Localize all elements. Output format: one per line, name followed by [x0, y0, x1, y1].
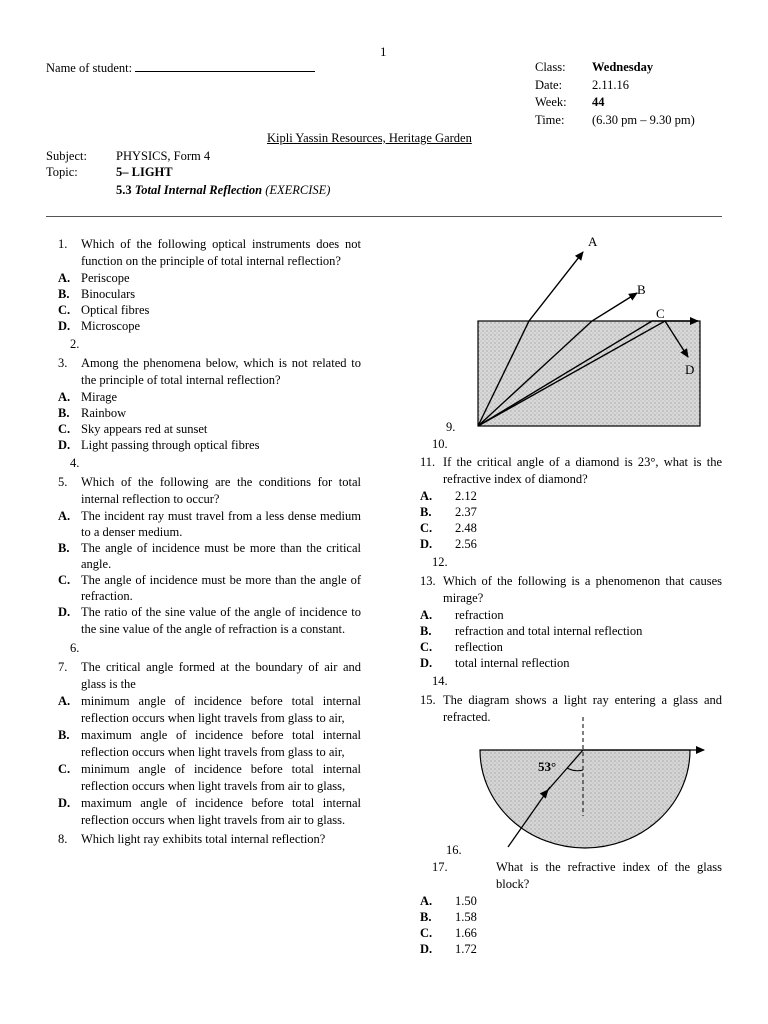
- question-3: [46, 355, 361, 389]
- glass-block: [478, 321, 700, 426]
- header-divider: [46, 216, 722, 217]
- option: [46, 318, 361, 334]
- question-text: Which of the following are the conditions for total internal reflection to occur?: [81, 475, 361, 506]
- option-letter: B.: [58, 541, 70, 555]
- class-value: Wednesday: [592, 60, 654, 74]
- question-17-block: [420, 859, 722, 957]
- option: [46, 604, 361, 638]
- question-number: 15.: [420, 693, 436, 707]
- option-letter: A.: [58, 390, 71, 404]
- date-label: Date:: [535, 78, 563, 92]
- label-a: A: [588, 234, 598, 249]
- question-number: 11.: [420, 455, 436, 469]
- option-letter: D.: [58, 319, 71, 333]
- option-letter: B.: [58, 406, 70, 420]
- label-c: C: [656, 306, 665, 321]
- option-text: The incident ray must travel from a less dense medium to a denser medium.: [81, 509, 361, 539]
- option-text: The ratio of the sine value of the angle of incidence to the sine value of the angle of refraction is a constant.: [81, 605, 361, 636]
- option-text: total internal reflection: [455, 656, 570, 670]
- option-letter: B.: [420, 505, 432, 519]
- question-7: [46, 659, 361, 693]
- option-letter: C.: [58, 762, 71, 776]
- label-b: B: [637, 282, 646, 297]
- option-letter: A.: [58, 694, 71, 708]
- option-text: reflection: [455, 640, 503, 654]
- topic-label: Topic:: [46, 165, 78, 179]
- option: [420, 909, 722, 925]
- option-letter: B.: [58, 287, 70, 301]
- option-letter: B.: [58, 728, 70, 742]
- time-label: Time:: [535, 113, 565, 127]
- option-text: refraction: [455, 608, 504, 622]
- question-number: 8.: [58, 832, 68, 846]
- option: [46, 693, 361, 727]
- option-letter: C.: [420, 926, 433, 940]
- question-number-blank: 4.: [70, 456, 80, 470]
- question-number-blank: 10.: [432, 437, 448, 451]
- option-letter: A.: [420, 894, 433, 908]
- option-letter: B.: [420, 624, 432, 638]
- question-text: What is the refractive index of the glass block?: [496, 860, 722, 891]
- option-text: 2.12: [455, 489, 477, 503]
- option-text: Microscope: [81, 319, 141, 333]
- option-text: refraction and total internal reflection: [455, 624, 643, 638]
- option-letter: C.: [58, 573, 71, 587]
- option: [46, 540, 361, 572]
- question-number-blank: 2.: [70, 337, 80, 351]
- option-text: The angle of incidence must be more than the critical angle.: [81, 541, 361, 571]
- right-column: [420, 454, 722, 726]
- option: [420, 488, 722, 504]
- question-number-blank: 12.: [432, 555, 448, 569]
- subtopic-title: Total Internal Reflection: [134, 183, 263, 197]
- week-label: Week:: [535, 95, 567, 109]
- option-letter: D.: [58, 605, 71, 619]
- option-text: Periscope: [81, 271, 130, 285]
- option-text: Optical fibres: [81, 303, 150, 317]
- question-number: 5.: [58, 475, 68, 489]
- option: [46, 389, 361, 405]
- page-number: 1: [380, 44, 387, 59]
- option: [420, 925, 722, 941]
- question-text: If the critical angle of a diamond is 23°, what is the refractive index of diamond?: [443, 455, 722, 486]
- question-text: The critical angle formed at the boundary of air and glass is the: [81, 660, 361, 691]
- question-11: [420, 454, 722, 488]
- option: [46, 761, 361, 795]
- option-letter: D.: [420, 942, 433, 956]
- option-text: Binoculars: [81, 287, 136, 301]
- question-8: [46, 831, 361, 848]
- option-letter: C.: [420, 521, 433, 535]
- question-number-blank: 6.: [70, 641, 80, 655]
- option: [46, 405, 361, 421]
- option-text: minimum angle of incidence before total internal reflection occurs when light travels from glass to air,: [81, 694, 361, 725]
- option-text: 1.72: [455, 942, 477, 956]
- left-column: [46, 236, 361, 848]
- option-letter: D.: [420, 537, 433, 551]
- option: [46, 270, 361, 286]
- option: [46, 302, 361, 318]
- subtopic-number: 5.3: [116, 183, 132, 197]
- option-text: Mirage: [81, 390, 118, 404]
- question-number: 7.: [58, 660, 68, 674]
- option: [46, 508, 361, 540]
- question-5: [46, 474, 361, 508]
- option-letter: D.: [58, 796, 71, 810]
- student-name-field: [46, 60, 315, 76]
- question-17: [420, 859, 722, 893]
- student-name-line: [135, 60, 315, 72]
- question-number-blank: 16.: [446, 843, 462, 857]
- option: [46, 421, 361, 437]
- option: [420, 941, 722, 957]
- option-letter: A.: [420, 608, 433, 622]
- question-number: 3.: [58, 356, 68, 370]
- student-label: Name of student:: [46, 61, 133, 75]
- option-text: Light passing through optical fibres: [81, 438, 260, 452]
- option-text: Sky appears red at sunset: [81, 422, 208, 436]
- semicircle-glass-diagram: [470, 712, 715, 852]
- organization: Kipli Yassin Resources, Heritage Garden: [267, 131, 472, 145]
- light-rays-diagram: [470, 230, 710, 435]
- option-letter: A.: [58, 509, 71, 523]
- label-d: D: [685, 362, 695, 377]
- option-text: minimum angle of incidence before total internal reflection occurs when light travels from air to glass,: [81, 762, 361, 793]
- option-text: 1.66: [455, 926, 477, 940]
- option: [46, 572, 361, 604]
- subject-label: Subject:: [46, 149, 87, 163]
- question-1: [46, 236, 361, 270]
- subtopic-suffix: (EXERCISE): [265, 183, 331, 197]
- option: [420, 520, 722, 536]
- question-text: Which light ray exhibits total internal reflection?: [81, 832, 326, 846]
- angle-label: 53°: [538, 759, 557, 774]
- option: [420, 607, 722, 623]
- question-number-blank: 9.: [446, 420, 456, 434]
- option: [46, 286, 361, 302]
- question-number: 17.: [432, 860, 448, 874]
- option-letter: D.: [420, 656, 433, 670]
- option: [420, 639, 722, 655]
- class-label: Class:: [535, 60, 566, 74]
- option: [420, 504, 722, 520]
- option-letter: B.: [420, 910, 432, 924]
- question-number-blank: 14.: [432, 674, 448, 688]
- time-value: (6.30 pm – 9.30 pm): [592, 113, 695, 127]
- option: [46, 727, 361, 761]
- option-text: 1.58: [455, 910, 477, 924]
- subject-value: PHYSICS, Form 4: [116, 149, 211, 163]
- question-text: Which of the following is a phenomenon that causes mirage?: [443, 574, 722, 605]
- question-text: The diagram shows a light ray entering a glass and refracted.: [443, 693, 722, 724]
- option: [420, 893, 722, 909]
- question-number: 1.: [58, 237, 68, 251]
- option: [46, 795, 361, 829]
- option-letter: C.: [58, 422, 71, 436]
- option-letter: A.: [420, 489, 433, 503]
- option-text: maximum angle of incidence before total internal reflection occurs when light travels from glass to air,: [81, 728, 361, 759]
- option: [46, 437, 361, 453]
- option: [420, 623, 722, 639]
- option-text: Rainbow: [81, 406, 127, 420]
- glass-semicircle: [480, 750, 690, 848]
- option-text: 1.50: [455, 894, 477, 908]
- option: [420, 655, 722, 671]
- option-text: maximum angle of incidence before total internal reflection occurs when light travels from air to glass.: [81, 796, 361, 827]
- subtopic: [116, 183, 330, 198]
- week-value: 44: [592, 95, 605, 109]
- option-letter: A.: [58, 271, 71, 285]
- option-text: 2.48: [455, 521, 477, 535]
- option: [420, 536, 722, 552]
- option-text: 2.56: [455, 537, 477, 551]
- option-letter: D.: [58, 438, 71, 452]
- option-letter: C.: [420, 640, 433, 654]
- option-text: 2.37: [455, 505, 477, 519]
- question-text: Among the phenomena below, which is not related to the principle of total internal reflection?: [81, 356, 361, 387]
- question-text: Which of the following optical instruments does not function on the principle of total internal reflection?: [81, 237, 361, 268]
- question-13: [420, 573, 722, 607]
- question-number: 13.: [420, 574, 436, 588]
- topic-value: 5– LIGHT: [116, 165, 173, 179]
- option-letter: C.: [58, 303, 71, 317]
- option-text: The angle of incidence must be more than the angle of refraction.: [81, 573, 361, 603]
- date-value: 2.11.16: [592, 78, 630, 92]
